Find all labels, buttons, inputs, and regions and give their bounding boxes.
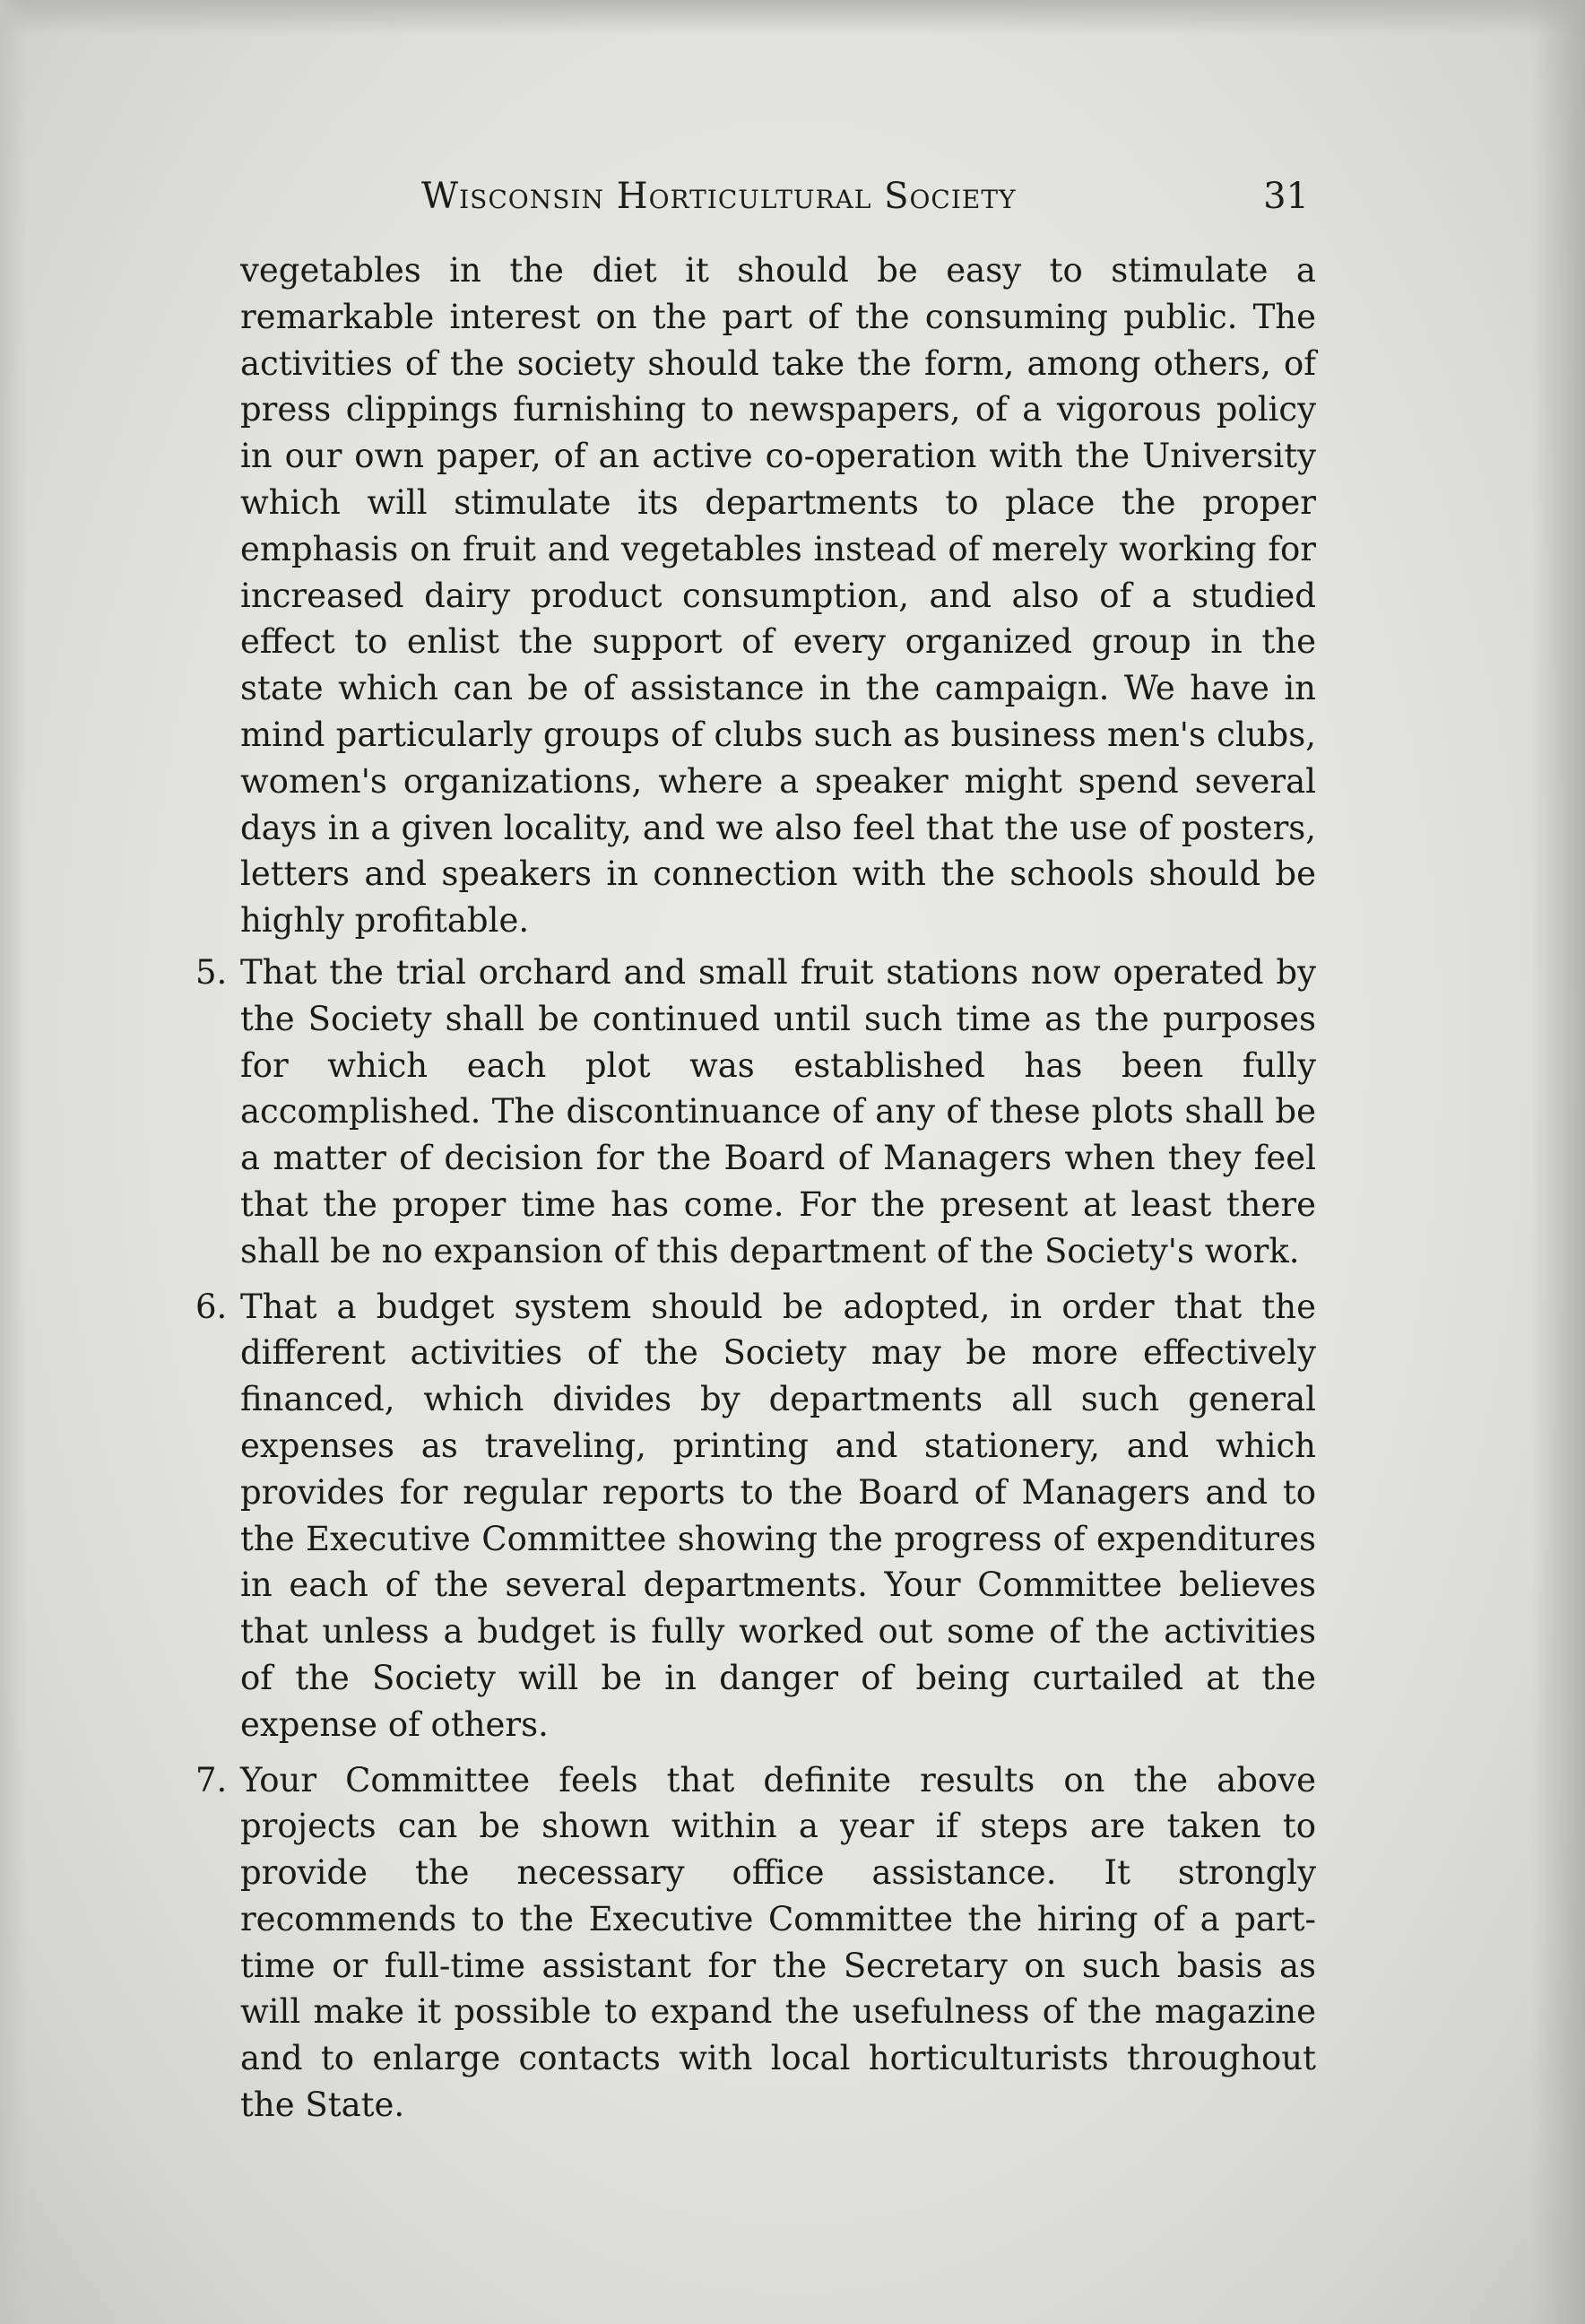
list-item-5 bbox=[195, 950, 1316, 1275]
running-head: Wisconsin Horticultural Society bbox=[421, 176, 1017, 217]
list-item-6 bbox=[195, 1284, 1316, 1748]
list-item-number: 7. bbox=[195, 1760, 228, 1799]
page-number: 31 bbox=[1263, 176, 1309, 217]
list-item-number: 5. bbox=[195, 952, 228, 992]
list-item-7 bbox=[195, 1757, 1316, 2129]
list-item-text: Your Committee feels that definite results on the above projects can be shown within a year if steps are taken to provide the necessary office assistance. It strongly recommends to the Executive Committee the hiring of a part-time or full-time assistant for the Secretary on such basis as will make it possible to expand the usefulness of the magazine and to enlarge contacts with local horticulturists throughout the State. bbox=[240, 1760, 1316, 2125]
page-shadow-top bbox=[0, 0, 1585, 36]
page-shadow-right bbox=[1531, 0, 1585, 2324]
list-item-number: 6. bbox=[195, 1287, 228, 1326]
list-item-text: That the trial orchard and small fruit stations now operated by the Society shall be continued until such time as the purposes for which each plot was established has been fully accomplished. The discontinuance of any of these plots shall be a matter of decision for the Board of Managers when they feel that the proper time has come. For the present at least there shall be no expansion of this department of the Society's work. bbox=[240, 952, 1316, 1270]
page-header bbox=[421, 176, 1309, 230]
list-item-text: That a budget system should be adopted, in order that the different activities of the Society may be more effectively financed, which divides by departments all such general expenses as traveling, printing and stationery, and which provides for regular reports to the Board of Managers and to the Executive Committee showing the progress of expenditures in each of the several departments. Your Committee believes that unless a budget is fully worked out some of the activities of the Society will be in danger of being curtailed at the expense of others. bbox=[240, 1287, 1316, 1744]
continuation-paragraph: vegetables in the diet it should be easy to stimulate a remarkable interest on the part of the consuming public. The activities of the society should take the form, among others, of press clippings furnishing to newspapers, of a vigorous policy in our own paper, of an active co-operation with the University which will stimulate its departments to place the proper emphasis on fruit and vegetables instead of merely working for increased dairy product consumption, and also of a studied effect to enlist the support of every organized group in the state which can be of assistance in the campaign. We have in mind particularly groups of clubs such as business men's clubs, women's organizations, where a speaker might spend several days in a given locality, and we also feel that the use of posters, letters and speakers in connection with the schools should be highly profitable. bbox=[240, 251, 1316, 941]
body-text bbox=[195, 247, 1316, 2138]
page-shadow-left bbox=[0, 0, 27, 2324]
